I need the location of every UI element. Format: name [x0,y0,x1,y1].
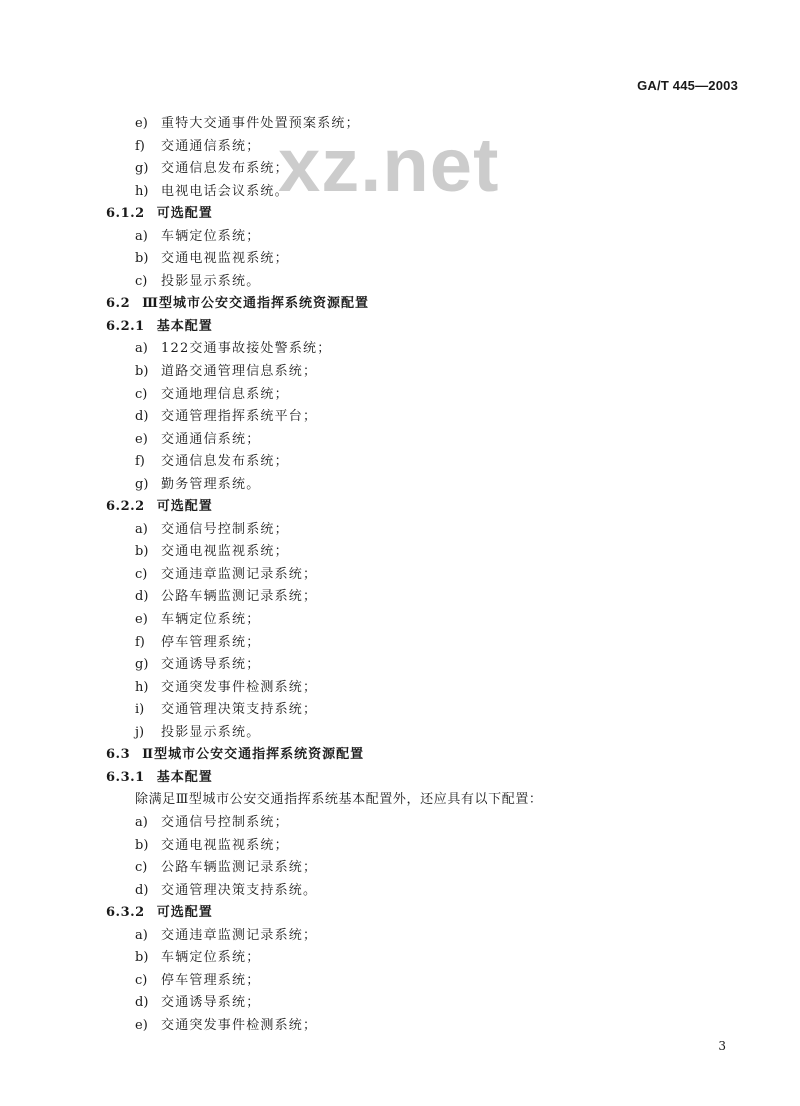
list-item [0,406,800,429]
standard-code-header: GA/T 445—2003 [637,78,738,93]
list-item-text: 投影显示系统。 [161,273,261,289]
list-item-label: c) [135,972,148,988]
list-item [0,1015,800,1038]
list-item [0,992,800,1015]
list-item [0,429,800,452]
list-item [0,113,800,136]
section-heading [0,744,800,767]
list-item-label: b) [135,950,149,966]
list-item-text: 公路车辆监测记录系统； [161,589,318,605]
list-item-text: 重特大交通事件处置预案系统； [161,116,360,131]
list-item-text: 交通诱导系统； [161,995,261,1011]
section-number: 6.1.2 [106,206,145,222]
section-heading [0,203,800,226]
list-item [0,925,800,948]
section-number: 6.3.1 [106,769,145,785]
list-item [0,632,800,655]
list-item-label: a) [135,927,148,943]
list-item [0,857,800,880]
section-title: Ⅲ型城市公安交通指挥系统资源配置 [142,296,369,312]
list-item-text: 交通诱导系统； [161,657,261,673]
list-item-label: f) [135,634,145,650]
list-item-label: d) [135,589,149,605]
list-item-label: f) [135,454,145,470]
list-item [0,384,800,407]
paragraph-text: 除满足Ⅲ型城市公安交通指挥系统基本配置外，还应具有以下配置： [135,792,543,808]
list-item-text: 交通管理指挥系统平台； [161,409,318,425]
section-title: Ⅱ型城市公安交通指挥系统资源配置 [142,747,365,763]
list-item-label: c) [135,566,148,582]
list-item-label: g) [135,476,149,492]
list-item-text: 停车管理系统； [161,972,261,988]
list-item [0,451,800,474]
list-item-text: 交通信息发布系统； [161,454,289,470]
list-item-text: 电视电话会议系统。 [161,183,289,199]
list-item [0,361,800,384]
list-item-label: h) [135,679,149,695]
section-number: 6.2.1 [106,318,145,334]
list-item-label: d) [135,882,149,898]
list-item [0,271,800,294]
document-body [0,113,800,1037]
list-item [0,136,800,159]
list-item-text: 交通管理决策支持系统。 [161,882,318,898]
list-item [0,474,800,497]
list-item-text: 勤务管理系统。 [161,476,261,492]
list-item [0,586,800,609]
list-item [0,226,800,249]
list-item-label: a) [135,814,148,830]
list-item-label: b) [135,364,149,380]
section-title: 基本配置 [156,318,213,334]
list-item [0,970,800,993]
paragraph [0,789,800,812]
list-item [0,338,800,361]
list-item [0,541,800,564]
section-number: 6.2.2 [106,499,145,515]
list-item [0,158,800,181]
list-item-text: 交通信号控制系统； [161,814,289,830]
list-item [0,564,800,587]
list-item-label: e) [135,116,148,131]
list-item [0,835,800,858]
list-item-label: g) [135,657,149,673]
list-item-label: b) [135,544,149,560]
list-item-text: 交通违章监测记录系统； [161,927,318,943]
list-item-label: b) [135,251,149,267]
list-item [0,722,800,745]
list-item-label: e) [135,612,148,628]
list-item-text: 停车管理系统； [161,634,261,650]
list-item-text: 车辆定位系统； [161,612,261,628]
list-item-text: 道路交通管理信息系统； [161,364,318,380]
list-item-text: 交通违章监测记录系统； [161,566,318,582]
list-item-label: a) [135,521,148,537]
list-item-text: 交通信息发布系统； [161,161,289,177]
list-item-text: 车辆定位系统； [161,950,261,966]
list-item [0,519,800,542]
list-item-text: 交通地理信息系统； [161,386,289,402]
list-item-label: h) [135,183,149,199]
list-item-text: 交通通信系统； [161,138,261,154]
list-item-label: f) [135,138,145,154]
list-item-label: e) [135,431,148,447]
section-number: 6.3 [106,747,131,763]
list-item-text: 交通突发事件检测系统； [161,1017,318,1033]
list-item-label: b) [135,837,149,853]
list-item [0,947,800,970]
watermark-logo: xz.net [278,123,500,208]
list-item-text: 交通电视监视系统； [161,544,289,560]
section-heading [0,902,800,925]
list-item [0,181,800,204]
list-item-text: 交通信号控制系统； [161,521,289,537]
list-item-text: 公路车辆监测记录系统； [161,860,318,876]
list-item-label: c) [135,386,148,402]
list-item [0,677,800,700]
list-item [0,812,800,835]
section-number: 6.3.2 [106,905,145,921]
list-item-label: i) [135,702,145,718]
section-title: 基本配置 [156,769,213,785]
list-item-label: e) [135,1017,148,1033]
section-title: 可选配置 [156,499,213,515]
list-item [0,609,800,632]
section-heading [0,316,800,339]
page-number: 3 [718,1039,726,1053]
list-item-text: 交通通信系统； [161,431,261,447]
list-item-text: 车辆定位系统； [161,228,261,244]
section-heading [0,496,800,519]
section-heading [0,767,800,790]
list-item-text: 122交通事故接处警系统； [161,341,332,357]
list-item-text: 交通电视监视系统； [161,837,289,853]
list-item-label: g) [135,161,149,177]
list-item-label: c) [135,273,148,289]
section-number: 6.2 [106,296,131,312]
section-title: 可选配置 [156,905,213,921]
list-item-text: 交通管理决策支持系统； [161,702,318,718]
list-item-text: 交通电视监视系统； [161,251,289,267]
list-item-label: d) [135,409,149,425]
list-item [0,248,800,271]
list-item [0,654,800,677]
list-item-text: 交通突发事件检测系统； [161,679,318,695]
list-item-label: c) [135,860,148,876]
section-heading [0,293,800,316]
list-item-label: a) [135,228,148,244]
list-item-text: 投影显示系统。 [161,724,261,740]
list-item [0,880,800,903]
list-item-label: d) [135,995,149,1011]
list-item [0,699,800,722]
list-item-label: a) [135,341,148,357]
section-title: 可选配置 [156,206,213,222]
list-item-label: j) [135,724,145,740]
